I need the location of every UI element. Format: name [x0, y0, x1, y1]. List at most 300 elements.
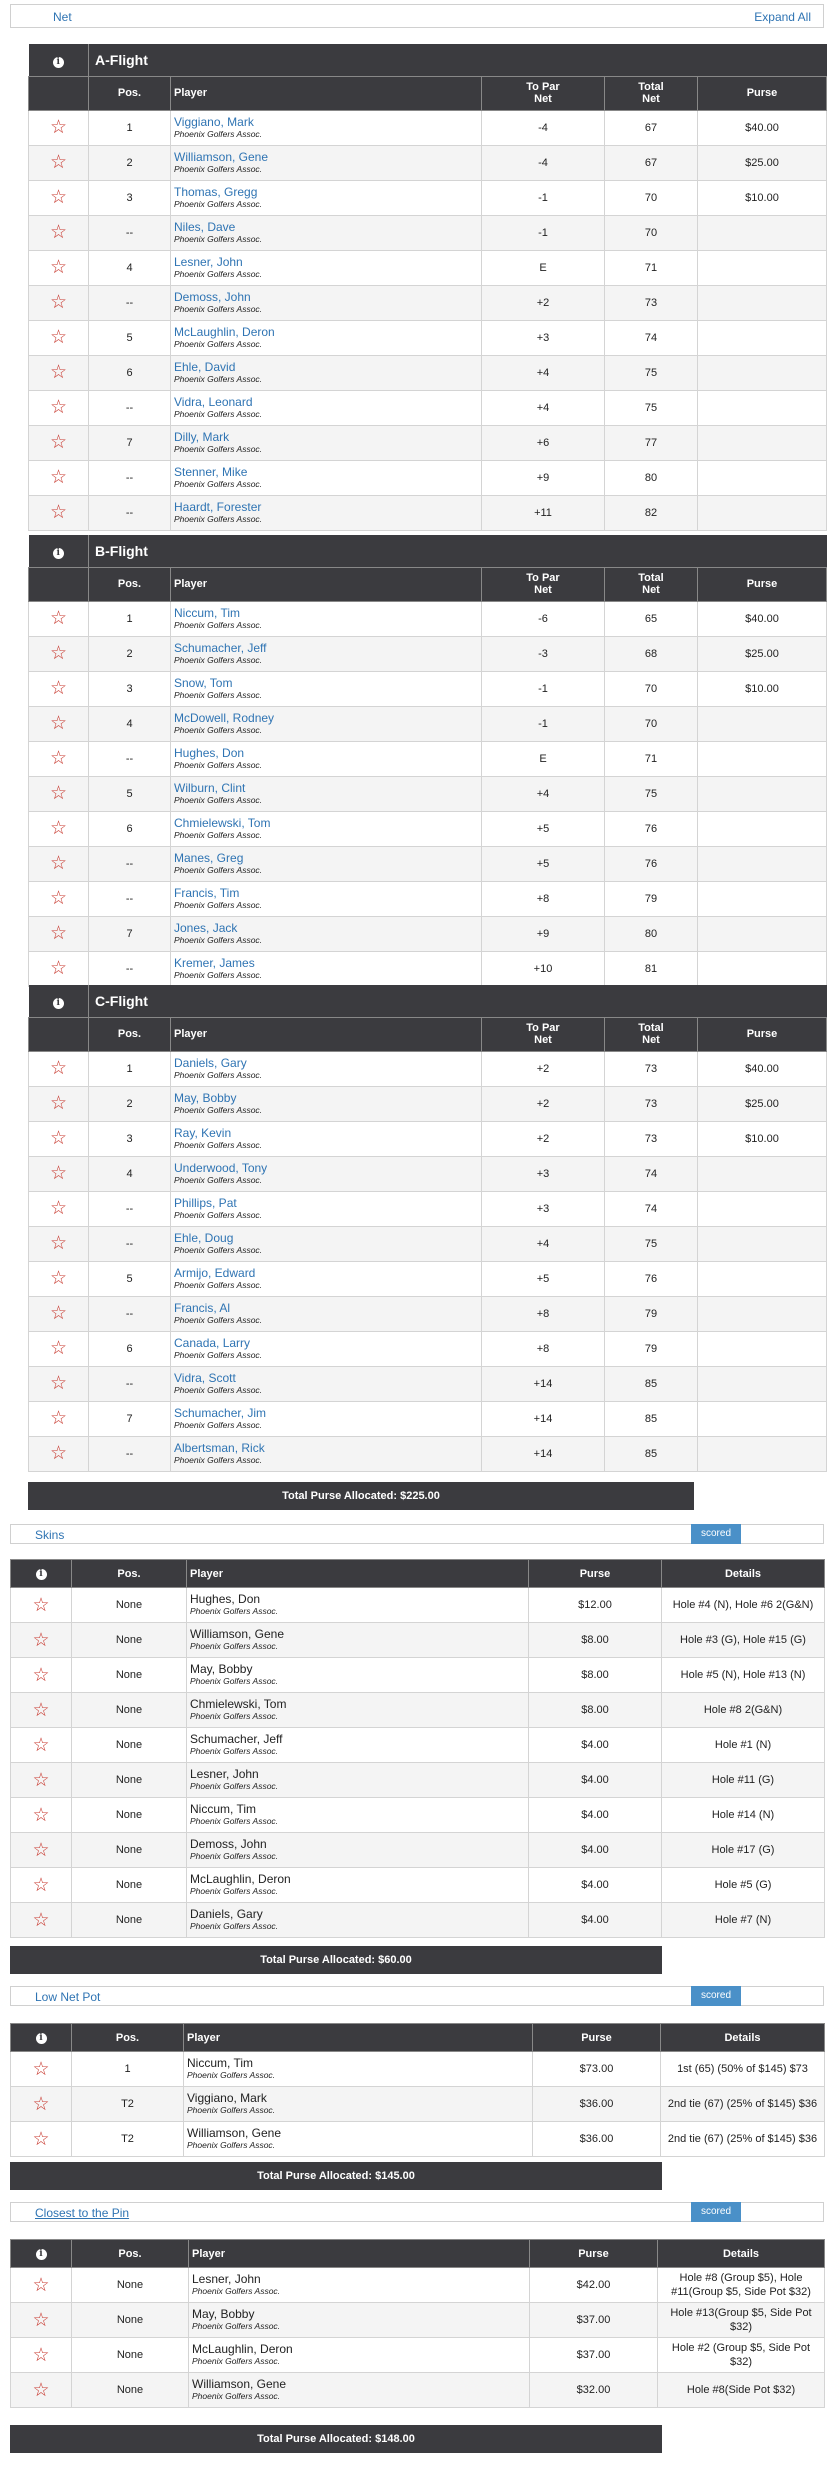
star-outline-icon[interactable]: ☆: [32, 2128, 50, 2150]
purse-cell: [698, 776, 827, 811]
star-outline-icon[interactable]: ☆: [32, 2093, 50, 2115]
player-club: Phoenix Golfers Assoc.: [190, 1711, 279, 1721]
total-net-cell: 70: [605, 671, 698, 706]
star-outline-icon[interactable]: ☆: [49, 117, 68, 138]
star-outline-icon[interactable]: ☆: [49, 292, 68, 313]
table-row[interactable]: [29, 320, 827, 355]
pos-header[interactable]: Pos.: [72, 2240, 189, 2268]
details-header[interactable]: Details: [661, 2024, 825, 2052]
player-cell: [187, 1693, 529, 1728]
pos-cell: --: [89, 1436, 171, 1471]
table-row[interactable]: [11, 2268, 825, 2303]
player-name[interactable]: Dilly, Mark: [174, 429, 230, 444]
table-row[interactable]: [29, 425, 827, 460]
table-row[interactable]: [29, 776, 827, 811]
to-par-cell: +3: [482, 1191, 605, 1226]
star-outline-icon[interactable]: ☆: [32, 1664, 50, 1686]
purse-cell: $25.00: [698, 1086, 827, 1121]
star-outline-icon[interactable]: ☆: [49, 502, 68, 523]
star-outline-icon[interactable]: ☆: [49, 362, 68, 383]
total-net-cell: 68: [605, 636, 698, 671]
star-outline-icon[interactable]: ☆: [49, 608, 68, 629]
player-cell: [171, 285, 482, 320]
details-header[interactable]: Details: [662, 1560, 825, 1588]
total-header-line1: Total: [638, 81, 664, 93]
purse-cell: [698, 250, 827, 285]
total-net-cell: 81: [605, 951, 698, 986]
star-outline-icon[interactable]: ☆: [49, 923, 68, 944]
star-outline-icon[interactable]: ☆: [49, 1268, 68, 1289]
star-outline-icon[interactable]: ☆: [32, 1734, 50, 1756]
total-net-header[interactable]: [605, 1017, 698, 1051]
favorite-cell: [11, 2052, 72, 2087]
pos-header[interactable]: Pos.: [89, 76, 171, 110]
details-cell: 2nd tie (67) (25% of $145) $36: [661, 2087, 825, 2122]
player-cell: [171, 250, 482, 285]
table-row[interactable]: [29, 355, 827, 390]
total-net-cell: 73: [605, 1121, 698, 1156]
total-header-line1: Total: [638, 1022, 664, 1034]
favorite-cell: [29, 881, 89, 916]
purse-header[interactable]: Purse: [529, 1560, 662, 1588]
star-outline-icon[interactable]: ☆: [49, 748, 68, 769]
skins-title[interactable]: Skins: [35, 1528, 65, 1542]
table-row[interactable]: [11, 1728, 825, 1763]
player-name[interactable]: Kremer, James: [174, 955, 255, 970]
table-row[interactable]: [29, 1401, 827, 1436]
to-par-cell: -4: [482, 110, 605, 145]
player-name[interactable]: McLaughlin, Deron: [174, 324, 275, 339]
table-row[interactable]: [11, 1903, 825, 1938]
table-row[interactable]: [29, 1331, 827, 1366]
player-cell: [171, 1086, 482, 1121]
info-icon[interactable]: i: [53, 548, 64, 559]
star-outline-icon[interactable]: ☆: [49, 257, 68, 278]
table-row[interactable]: [29, 1296, 827, 1331]
table-row[interactable]: [29, 706, 827, 741]
table-row[interactable]: [29, 1121, 827, 1156]
table-row[interactable]: [29, 1436, 827, 1471]
player-cell: [187, 1588, 529, 1623]
player-header[interactable]: Player: [189, 2240, 530, 2268]
player-name[interactable]: Albertsman, Rick: [174, 1440, 265, 1455]
pos-header[interactable]: Pos.: [89, 567, 171, 601]
star-outline-icon[interactable]: ☆: [49, 1093, 68, 1114]
player-header[interactable]: Player: [171, 76, 482, 110]
table-row[interactable]: [11, 1658, 825, 1693]
player-name[interactable]: Armijo, Edward: [174, 1265, 256, 1280]
star-outline-icon[interactable]: ☆: [32, 1769, 50, 1791]
flight-header: [29, 535, 827, 567]
table-row[interactable]: [11, 1693, 825, 1728]
to-par-cell: +5: [482, 811, 605, 846]
star-outline-icon[interactable]: ☆: [49, 467, 68, 488]
purse-cell: $73.00: [533, 2052, 661, 2087]
favorite-cell: [29, 1156, 89, 1191]
to-par-cell: +14: [482, 1366, 605, 1401]
total-header-line2: Net: [642, 1034, 660, 1046]
table-row[interactable]: [29, 145, 827, 180]
table-row[interactable]: [29, 495, 827, 530]
flight-header: [29, 985, 827, 1017]
star-outline-icon[interactable]: ☆: [49, 432, 68, 453]
purse-header[interactable]: Purse: [698, 76, 827, 110]
to-par-cell: -6: [482, 601, 605, 636]
net-link[interactable]: Net: [53, 10, 72, 24]
table-row[interactable]: [29, 916, 827, 951]
details-cell: Hole #3 (G), Hole #15 (G): [662, 1623, 825, 1658]
to-par-cell: +2: [482, 1121, 605, 1156]
pos-header[interactable]: Pos.: [72, 2024, 184, 2052]
favorite-cell: [29, 110, 89, 145]
star-outline-icon[interactable]: ☆: [49, 1338, 68, 1359]
table-row[interactable]: [29, 390, 827, 425]
table-row[interactable]: [29, 1261, 827, 1296]
star-outline-icon[interactable]: ☆: [49, 1163, 68, 1184]
table-row[interactable]: [11, 1868, 825, 1903]
info-icon[interactable]: i: [36, 2033, 47, 2044]
player-header[interactable]: Player: [171, 567, 482, 601]
player-name[interactable]: McDowell, Rodney: [174, 710, 275, 725]
player-name[interactable]: Thomas, Gregg: [174, 184, 258, 199]
favorite-cell: [29, 180, 89, 215]
star-outline-icon[interactable]: ☆: [49, 1233, 68, 1254]
player-name[interactable]: Ray, Kevin: [174, 1125, 232, 1140]
table-row[interactable]: [29, 951, 827, 986]
purse-header[interactable]: Purse: [698, 567, 827, 601]
table-row[interactable]: [11, 2052, 825, 2087]
star-outline-icon[interactable]: ☆: [49, 397, 68, 418]
player-club: Phoenix Golfers Assoc.: [190, 1886, 279, 1896]
star-outline-icon[interactable]: ☆: [32, 2379, 50, 2401]
player-name[interactable]: Hughes, Don: [174, 745, 245, 760]
to-par-header[interactable]: [482, 567, 605, 601]
total-net-cell: 76: [605, 811, 698, 846]
player-name[interactable]: Daniels, Gary: [174, 1055, 247, 1070]
star-outline-icon[interactable]: ☆: [49, 678, 68, 699]
player-cell: [171, 1051, 482, 1086]
pos-cell: --: [89, 951, 171, 986]
pos-cell: None: [72, 1588, 187, 1623]
total-net-cell: 70: [605, 706, 698, 741]
favorite-cell: [11, 2268, 72, 2303]
purse-header[interactable]: Purse: [533, 2024, 661, 2052]
info-icon[interactable]: i: [53, 57, 64, 68]
player-club: Phoenix Golfers Assoc.: [174, 233, 263, 244]
table-row[interactable]: [29, 811, 827, 846]
favorite-cell: [29, 706, 89, 741]
to-par-cell: +4: [482, 390, 605, 425]
favorite-cell: [29, 1296, 89, 1331]
player-club: Phoenix Golfers Assoc.: [174, 1209, 263, 1220]
purse-header[interactable]: Purse: [530, 2240, 658, 2268]
star-outline-icon[interactable]: ☆: [49, 1443, 68, 1464]
table-row[interactable]: [29, 1226, 827, 1261]
pos-cell: 3: [89, 180, 171, 215]
player-name[interactable]: Jones, Jack: [174, 920, 238, 935]
player-header[interactable]: Player: [187, 1560, 529, 1588]
player-name: McLaughlin, Deron: [190, 1872, 291, 1886]
table-row[interactable]: [11, 2303, 825, 2338]
star-outline-icon[interactable]: ☆: [32, 2058, 50, 2080]
table-row[interactable]: [29, 1366, 827, 1401]
player-cell: [171, 1226, 482, 1261]
player-cell: [171, 1261, 482, 1296]
table-row[interactable]: [29, 741, 827, 776]
player-club: Phoenix Golfers Assoc.: [174, 654, 263, 665]
to-par-cell: -1: [482, 671, 605, 706]
to-par-cell: +2: [482, 285, 605, 320]
to-par-header-line1: To Par: [526, 1022, 560, 1034]
table-row[interactable]: [11, 2087, 825, 2122]
to-par-cell: +9: [482, 460, 605, 495]
favorite-cell: [11, 1588, 72, 1623]
player-name[interactable]: Niles, Dave: [174, 219, 236, 234]
purse-cell: [698, 1261, 827, 1296]
player-club: Phoenix Golfers Assoc.: [192, 2391, 281, 2401]
player-name[interactable]: Underwood, Tony: [174, 1160, 268, 1175]
table-row[interactable]: [11, 2338, 825, 2373]
star-outline-icon[interactable]: ☆: [49, 643, 68, 664]
lownet-table: [10, 2023, 825, 2157]
purse-cell: [698, 846, 827, 881]
ctp-title[interactable]: Closest to the Pin: [35, 2206, 130, 2220]
to-par-header[interactable]: [482, 76, 605, 110]
star-outline-icon[interactable]: ☆: [49, 1303, 68, 1324]
purse-cell: $4.00: [529, 1903, 662, 1938]
player-name[interactable]: Francis, Tim: [174, 885, 240, 900]
purse-cell: $4.00: [529, 1763, 662, 1798]
favorite-cell: [11, 2373, 72, 2408]
star-outline-icon[interactable]: ☆: [32, 1804, 50, 1826]
total-net-cell: 74: [605, 320, 698, 355]
table-row[interactable]: [11, 1588, 825, 1623]
player-club: Phoenix Golfers Assoc.: [174, 969, 263, 980]
player-cell: [184, 2122, 533, 2157]
player-name[interactable]: Chmielewski, Tom: [174, 815, 271, 830]
table-row[interactable]: [29, 601, 827, 636]
player-name[interactable]: Vidra, Leonard: [174, 394, 253, 409]
table-row[interactable]: [29, 1156, 827, 1191]
table-row[interactable]: [29, 846, 827, 881]
favorite-cell: [29, 215, 89, 250]
details-cell: Hole #11 (G): [662, 1763, 825, 1798]
star-outline-icon[interactable]: ☆: [32, 1909, 50, 1931]
star-outline-icon[interactable]: ☆: [49, 818, 68, 839]
favorite-cell: [29, 1226, 89, 1261]
player-club: Phoenix Golfers Assoc.: [174, 373, 263, 384]
flight-name: C-Flight: [89, 985, 827, 1017]
table-row[interactable]: [29, 215, 827, 250]
player-club: Phoenix Golfers Assoc.: [190, 1851, 279, 1861]
player-club: Phoenix Golfers Assoc.: [174, 759, 263, 770]
player-club: Phoenix Golfers Assoc.: [192, 2321, 281, 2331]
total-net-cell: 75: [605, 776, 698, 811]
to-par-cell: +2: [482, 1051, 605, 1086]
ctp-scored-badge[interactable]: scored: [691, 2202, 741, 2222]
favorite-cell: [29, 1121, 89, 1156]
lownet-section-bar: [10, 1986, 824, 2006]
star-outline-icon[interactable]: ☆: [49, 853, 68, 874]
pos-cell: None: [72, 1763, 187, 1798]
player-club: Phoenix Golfers Assoc.: [174, 864, 263, 875]
table-row[interactable]: [29, 671, 827, 706]
player-name[interactable]: Ehle, Doug: [174, 1230, 234, 1245]
total-net-cell: 85: [605, 1366, 698, 1401]
player-name[interactable]: Ehle, David: [174, 359, 236, 374]
skins-scored-badge[interactable]: scored: [691, 1524, 741, 1544]
star-outline-icon[interactable]: ☆: [49, 958, 68, 979]
to-par-header[interactable]: [482, 1017, 605, 1051]
info-header-cell: [11, 2024, 72, 2052]
purse-header[interactable]: Purse: [698, 1017, 827, 1051]
star-outline-icon[interactable]: ☆: [49, 888, 68, 909]
player-name[interactable]: Schumacher, Jim: [174, 1405, 267, 1420]
player-name[interactable]: Francis, Al: [174, 1300, 231, 1315]
to-par-header-line1: To Par: [526, 572, 560, 584]
lownet-title[interactable]: Low Net Pot: [35, 1990, 101, 2004]
player-name[interactable]: May, Bobby: [174, 1090, 237, 1105]
skins-section-bar: [10, 1524, 824, 1544]
star-outline-icon[interactable]: ☆: [49, 1058, 68, 1079]
table-row[interactable]: [11, 1798, 825, 1833]
info-icon[interactable]: i: [36, 2249, 47, 2260]
table-row[interactable]: [29, 180, 827, 215]
top-bar: [10, 4, 824, 28]
favorite-cell: [29, 320, 89, 355]
table-row[interactable]: [29, 285, 827, 320]
star-outline-icon[interactable]: ☆: [32, 2274, 50, 2296]
total-header-line2: Net: [642, 93, 660, 105]
player-cell: [171, 741, 482, 776]
details-header[interactable]: Details: [658, 2240, 825, 2268]
star-outline-icon[interactable]: ☆: [32, 2344, 50, 2366]
lownet-scored-badge[interactable]: scored: [691, 1986, 741, 2006]
star-outline-icon[interactable]: ☆: [32, 2309, 50, 2331]
star-outline-icon[interactable]: ☆: [49, 327, 68, 348]
player-name[interactable]: Williamson, Gene: [174, 149, 269, 164]
star-outline-icon[interactable]: ☆: [49, 222, 68, 243]
details-cell: Hole #5 (G): [662, 1868, 825, 1903]
pos-cell: 1: [72, 2052, 184, 2087]
player-name[interactable]: Snow, Tom: [174, 675, 233, 690]
expand-all-link[interactable]: Expand All: [754, 10, 811, 24]
player-name[interactable]: Wilburn, Clint: [174, 780, 246, 795]
purse-cell: [698, 425, 827, 460]
info-icon[interactable]: i: [36, 1569, 47, 1580]
player-name[interactable]: Haardt, Forester: [174, 499, 262, 514]
star-outline-icon[interactable]: ☆: [49, 1198, 68, 1219]
table-row[interactable]: [11, 1623, 825, 1658]
player-club: Phoenix Golfers Assoc.: [174, 163, 263, 174]
player-header[interactable]: Player: [171, 1017, 482, 1051]
table-row[interactable]: [11, 1763, 825, 1798]
player-name[interactable]: Stenner, Mike: [174, 464, 248, 479]
details-cell: Hole #8 (Group $5), Hole #11(Group $5, Side Pot $32): [658, 2268, 825, 2303]
table-row[interactable]: [29, 1191, 827, 1226]
total-net-header[interactable]: [605, 76, 698, 110]
flight-info-cell: [29, 535, 89, 567]
star-outline-icon[interactable]: ☆: [49, 1408, 68, 1429]
star-outline-icon[interactable]: ☆: [32, 1874, 50, 1896]
table-row[interactable]: [11, 2373, 825, 2408]
table-row[interactable]: [29, 881, 827, 916]
star-outline-icon[interactable]: ☆: [32, 1629, 50, 1651]
table-row[interactable]: [11, 1833, 825, 1868]
star-outline-icon[interactable]: ☆: [49, 1373, 68, 1394]
favorite-cell: [29, 285, 89, 320]
star-outline-icon[interactable]: ☆: [49, 783, 68, 804]
table-row[interactable]: [29, 110, 827, 145]
player-club: Phoenix Golfers Assoc.: [174, 1279, 263, 1290]
star-outline-icon[interactable]: ☆: [32, 1699, 50, 1721]
star-outline-icon[interactable]: ☆: [49, 187, 68, 208]
purse-cell: $25.00: [698, 636, 827, 671]
pos-header[interactable]: Pos.: [89, 1017, 171, 1051]
table-row[interactable]: [29, 460, 827, 495]
star-outline-icon[interactable]: ☆: [49, 1128, 68, 1149]
total-net-header[interactable]: [605, 567, 698, 601]
table-row[interactable]: [29, 250, 827, 285]
player-name[interactable]: Manes, Greg: [174, 850, 244, 865]
player-name[interactable]: Canada, Larry: [174, 1335, 251, 1350]
pos-cell: 2: [89, 636, 171, 671]
player-cell: [171, 776, 482, 811]
flight-table: [28, 44, 827, 531]
info-icon[interactable]: i: [53, 998, 64, 1009]
ctp-section-bar: [10, 2202, 824, 2222]
table-row[interactable]: [29, 1051, 827, 1086]
pos-header[interactable]: Pos.: [72, 1560, 187, 1588]
star-outline-icon[interactable]: ☆: [32, 1839, 50, 1861]
purse-cell: $12.00: [529, 1588, 662, 1623]
player-name[interactable]: Niccum, Tim: [174, 605, 240, 620]
favorite-cell: [11, 1903, 72, 1938]
player-name[interactable]: Phillips, Pat: [174, 1195, 237, 1210]
player-name: Lesner, John: [190, 1767, 259, 1781]
pos-cell: 6: [89, 355, 171, 390]
favorite-cell: [29, 1191, 89, 1226]
table-row[interactable]: [29, 636, 827, 671]
player-header[interactable]: Player: [184, 2024, 533, 2052]
player-cell: [187, 1728, 529, 1763]
star-outline-icon[interactable]: ☆: [32, 1594, 50, 1616]
table-row[interactable]: [11, 2122, 825, 2157]
player-cell: [171, 215, 482, 250]
favorite-cell: [11, 1728, 72, 1763]
table-row[interactable]: [29, 1086, 827, 1121]
skins-total-purse: Total Purse Allocated: $60.00: [10, 1946, 662, 1974]
player-name[interactable]: Lesner, John: [174, 254, 243, 269]
player-club: Phoenix Golfers Assoc.: [190, 1641, 279, 1651]
details-cell: Hole #2 (Group $5, Side Pot $32): [658, 2338, 825, 2373]
player-name[interactable]: Schumacher, Jeff: [174, 640, 267, 655]
favorite-cell: [29, 145, 89, 180]
player-cell: [187, 1623, 529, 1658]
flight-header: [29, 44, 827, 76]
purse-cell: $8.00: [529, 1623, 662, 1658]
pos-cell: --: [89, 460, 171, 495]
star-outline-icon[interactable]: ☆: [49, 713, 68, 734]
to-par-cell: +3: [482, 1156, 605, 1191]
player-name[interactable]: Vidra, Scott: [174, 1370, 236, 1385]
player-name[interactable]: Demoss, John: [174, 289, 251, 304]
player-club: Phoenix Golfers Assoc.: [192, 2286, 281, 2296]
star-outline-icon[interactable]: ☆: [49, 152, 68, 173]
player-name[interactable]: Viggiano, Mark: [174, 114, 254, 129]
player-club: Phoenix Golfers Assoc.: [174, 1384, 263, 1395]
to-par-cell: +11: [482, 495, 605, 530]
